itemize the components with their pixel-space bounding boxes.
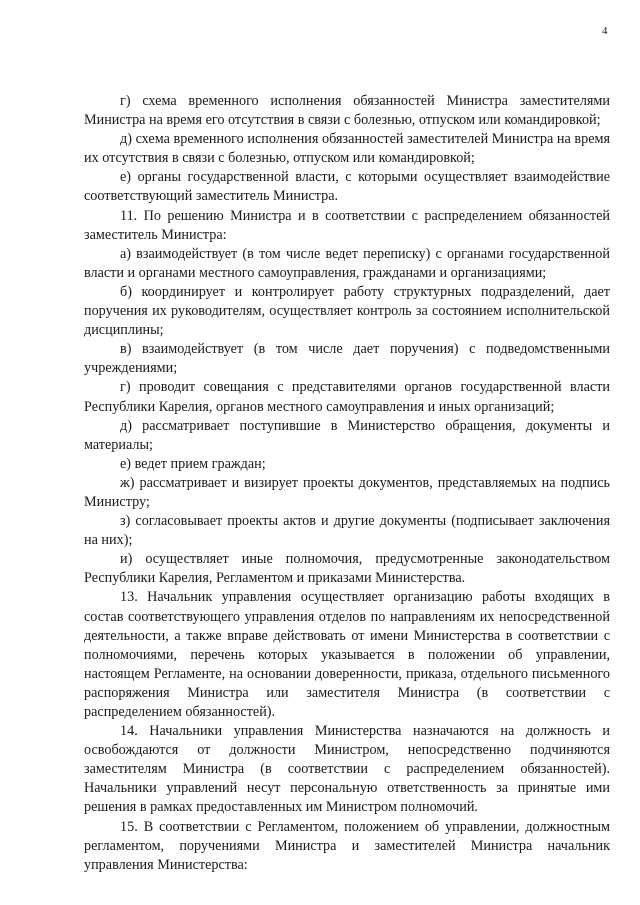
paragraph-clause-15: 15. В соответствии с Регламентом, положением об управлении, должностным регламентом, поручениями Министра и заместителей Министра начальник управления Министерства:: [84, 818, 610, 873]
paragraph-item-e: е) органы государственной власти, с которыми осуществляет взаимодействие соответствующий заместитель Министра.: [84, 169, 610, 205]
paragraph-item-g2: г) проводит совещания с представителями органов государственной власти Республики Карелия, органов местного самоуправления и иных организаций;: [84, 379, 610, 415]
paragraph-item-d: д) схема временного исполнения обязанностей заместителей Министра на время их отсутствия в связи с болезнью, отпуском или командировкой;: [84, 131, 610, 167]
paragraph-item-e2: е) ведет прием граждан;: [120, 455, 266, 472]
paragraph-item-i: и) осуществляет иные полномочия, предусмотренные законодательством Республики Карелия, Регламентом и приказами Министерства.: [84, 551, 610, 587]
paragraph-item-a: а) взаимодействует (в том числе ведет переписку) с органами государственной власти и органами местного самоуправления, гражданами и организациями;: [84, 245, 610, 281]
page-number: 4: [602, 25, 608, 37]
paragraph-item-d2: д) рассматривает поступившие в Министерство обращения, документы и материалы;: [84, 417, 610, 453]
paragraph-clause-11: 11. По решению Министра и в соответствии с распределением обязанностей заместитель Министра:: [84, 207, 610, 243]
paragraph-item-zh: ж) рассматривает и визирует проекты документов, представляемых на подпись Министру;: [84, 474, 610, 510]
paragraph-item-b: б) координирует и контролирует работу структурных подразделений, дает поручения их руководителям, осуществляет контроль за состоянием исполнительской дисциплины;: [84, 283, 610, 339]
paragraph-item-g: г) схема временного исполнения обязанностей Министра заместителями Министра на время его отсутствия в связи с болезнью, отпуском или командировкой;: [84, 93, 610, 129]
paragraph-clause-14: 14. Начальники управления Министерства назначаются на должность и освобождаются от должности Министром, непосредственно подчиняются заместителям Министра (в соответствии с распределением обязанностей). Начальники управлений несут персональную ответственность за принятые ими решения в рамках предоставленных им Министром полномочий.: [84, 723, 610, 816]
document-body: [84, 92, 610, 875]
paragraph-item-v: в) взаимодействует (в том числе дает поручения) с подведомственными учреждениями;: [84, 341, 610, 377]
paragraph-item-z: з) согласовывает проекты актов и другие документы (подписывает заключения на них);: [84, 513, 610, 549]
paragraph-clause-13: 13. Начальник управления осуществляет организацию работы входящих в состав соответствующего управления отделов по направлениям их непосредственной деятельности, а также вправе действовать от имени Министерства в соответствии с полномочиями, перечень которых указывается в положении об управлении, настоящем Регламенте, на основании доверенности, приказа, отдельного письменного распоряжения Министра или заместителя Министра (в соответствии с распределением обязанностей).: [84, 589, 610, 720]
